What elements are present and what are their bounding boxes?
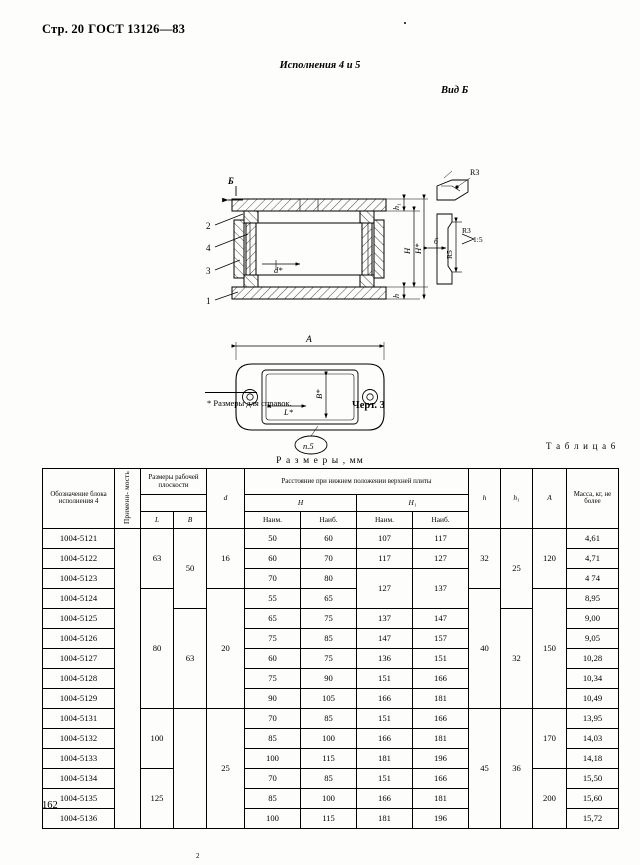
cell-H1-max: 181 [413, 788, 469, 808]
cell-designation: 1004-5129 [43, 688, 115, 708]
cell-B [174, 708, 207, 828]
svg-text:б: б [434, 237, 439, 246]
cell-H-min: 100 [245, 808, 301, 828]
cell-designation: 1004-5124 [43, 588, 115, 608]
cell-A: 150 [533, 588, 567, 708]
cell-H-min: 85 [245, 788, 301, 808]
th-h: h [469, 469, 501, 529]
cell-H-min: 100 [245, 748, 301, 768]
th-H1: H₁ [357, 495, 469, 512]
cell-H-max: 60 [301, 528, 357, 548]
svg-text:L*: L* [284, 407, 293, 417]
cell-H-max: 85 [301, 628, 357, 648]
th-working-plane [141, 495, 207, 512]
cell-h1: 25 [501, 528, 533, 608]
cell-H1-min: 151 [357, 708, 413, 728]
standard-number: ГОСТ 13126—83 [88, 22, 186, 36]
scan-artifact-dot [404, 22, 406, 24]
cell-H-max: 100 [301, 728, 357, 748]
cell-A: 120 [533, 528, 567, 588]
cell-H-min: 65 [245, 608, 301, 628]
svg-text:R3: R3 [462, 226, 471, 235]
cell-h: 32 [469, 528, 501, 588]
cell-d: 16 [207, 528, 245, 588]
cell-applicability [115, 528, 141, 828]
cell-mass: 15,50 [567, 768, 619, 788]
cell-designation: 1004-5134 [43, 768, 115, 788]
cell-H-max: 90 [301, 668, 357, 688]
cell-mass: 14,03 [567, 728, 619, 748]
svg-text:Б: Б [228, 176, 234, 186]
th-L: L [141, 512, 174, 529]
cell-mass: 4,71 [567, 548, 619, 568]
cell-H-max: 115 [301, 748, 357, 768]
cell-H-min: 70 [245, 568, 301, 588]
cell-L: 63 [141, 528, 174, 588]
svg-text:1:5: 1:5 [473, 235, 483, 244]
th-H1-max: Наиб. [413, 512, 469, 529]
cell-H1-min: 166 [357, 688, 413, 708]
th-designation: Обозначение блока исполнения 4 [43, 469, 115, 529]
cell-d: 20 [207, 588, 245, 708]
cell-H1-max: 166 [413, 768, 469, 788]
cell-designation: 1004-5121 [43, 528, 115, 548]
svg-text:п.5: п.5 [303, 441, 314, 451]
table-header-row-1 [43, 469, 619, 495]
cell-H1-max: 196 [413, 748, 469, 768]
svg-text:H: H [402, 247, 412, 254]
cell-A: 200 [533, 768, 567, 828]
svg-text:2: 2 [206, 221, 211, 231]
cell-H-max: 65 [301, 588, 357, 608]
cell-H1-min: 151 [357, 668, 413, 688]
svg-text:d*: d* [274, 265, 283, 275]
cell-H1-min: 147 [357, 628, 413, 648]
cell-L: 80 [141, 588, 174, 708]
cell-H-min: 90 [245, 688, 301, 708]
th-applicability: Примени- мость [115, 469, 141, 529]
cell-mass: 4 74 [567, 568, 619, 588]
cell-H-max: 80 [301, 568, 357, 588]
cell-B: 50 [174, 528, 207, 608]
cell-mass: 14,18 [567, 748, 619, 768]
figure-footnote: * Размеры для справок. [207, 398, 292, 408]
cell-H-max: 75 [301, 608, 357, 628]
cell-H1-min: 151 [357, 768, 413, 788]
cell-designation: 1004-5132 [43, 728, 115, 748]
th-H-max: Наиб. [301, 512, 357, 529]
cell-H-max: 85 [301, 768, 357, 788]
figure-number: Черт. 3 [352, 400, 385, 411]
cell-H1-max: 181 [413, 688, 469, 708]
cell-H-min: 75 [245, 628, 301, 648]
cell-mass: 8,95 [567, 588, 619, 608]
cell-H1-min: 181 [357, 748, 413, 768]
cell-mass: 4,61 [567, 528, 619, 548]
cell-H1-min: 166 [357, 728, 413, 748]
cell-H-max: 100 [301, 788, 357, 808]
cell-L: 125 [141, 768, 174, 828]
cell-H-min: 60 [245, 648, 301, 668]
cell-mass: 13,95 [567, 708, 619, 728]
cell-H-max: 115 [301, 808, 357, 828]
th-working-sizes: Размеры рабочей плоскости [141, 469, 207, 495]
cell-H1-min: 137 [357, 608, 413, 628]
cell-H-min: 85 [245, 728, 301, 748]
cell-mass: 9,00 [567, 608, 619, 628]
bottom-mark: 2 [196, 852, 200, 860]
th-A: A [533, 469, 567, 529]
cell-H1-max: 151 [413, 648, 469, 668]
th-H1-min: Наим. [357, 512, 413, 529]
cell-H-min: 50 [245, 528, 301, 548]
cell-designation: 1004-5126 [43, 628, 115, 648]
table-title: Р а з м е р ы , мм [276, 456, 364, 466]
svg-text:R3: R3 [470, 168, 480, 177]
footnote-rule [205, 392, 257, 393]
cell-A: 170 [533, 708, 567, 768]
cell-H-min: 60 [245, 548, 301, 568]
cell-H1-max: 166 [413, 708, 469, 728]
cell-H1-min: 117 [357, 548, 413, 568]
cell-mass: 10,34 [567, 668, 619, 688]
table-row [43, 528, 619, 548]
cell-H1-max: 157 [413, 628, 469, 648]
cell-H-max: 70 [301, 548, 357, 568]
cell-h1: 32 [501, 608, 533, 708]
svg-text:A: A [306, 335, 312, 345]
cell-H-max: 105 [301, 688, 357, 708]
figure-top-title: Исполнения 4 и 5 [279, 60, 361, 71]
svg-text:3: 3 [206, 266, 211, 276]
cell-mass: 10,28 [567, 648, 619, 668]
cell-mass: 9,05 [567, 628, 619, 648]
cell-designation: 1004-5127 [43, 648, 115, 668]
cell-H-min: 70 [245, 768, 301, 788]
th-mass: Масса, кг, не более [567, 469, 619, 529]
cell-H1-max: 196 [413, 808, 469, 828]
cell-H-max: 85 [301, 708, 357, 728]
cell-designation: 1004-5125 [43, 608, 115, 628]
cell-H1-max: 137 [413, 568, 469, 608]
svg-text:4: 4 [206, 243, 211, 253]
cell-h: 40 [469, 588, 501, 708]
th-h1: h₁ [501, 469, 533, 529]
cell-mass: 15,72 [567, 808, 619, 828]
cell-d: 25 [207, 708, 245, 828]
th-B: B [174, 512, 207, 529]
cell-H1-min: 181 [357, 808, 413, 828]
cell-H1-min: 136 [357, 648, 413, 668]
page-number: 162 [42, 800, 58, 811]
page-header [42, 22, 185, 37]
svg-text:1: 1 [206, 296, 211, 306]
cell-designation: 1004-5122 [43, 548, 115, 568]
cell-designation: 1004-5128 [43, 668, 115, 688]
svg-text:h₁: h₁ [392, 203, 401, 210]
cell-mass: 15,60 [567, 788, 619, 808]
svg-text:H*: H* [413, 243, 423, 254]
table-caption: Т а б л и ц а 6 [546, 441, 617, 451]
cell-designation: 1004-5133 [43, 748, 115, 768]
cell-designation: 1004-5136 [43, 808, 115, 828]
th-H: H [245, 495, 357, 512]
cell-H1-max: 117 [413, 528, 469, 548]
cell-H1-min: 107 [357, 528, 413, 548]
cell-H-min: 70 [245, 708, 301, 728]
cell-B: 63 [174, 608, 207, 708]
cell-L: 100 [141, 708, 174, 768]
cell-designation: 1004-5123 [43, 568, 115, 588]
cell-designation: 1004-5135 [43, 788, 115, 808]
cell-H1-min: 166 [357, 788, 413, 808]
cell-H-min: 75 [245, 668, 301, 688]
cell-h: 45 [469, 708, 501, 828]
cell-H1-max: 147 [413, 608, 469, 628]
svg-text:R5: R5 [445, 250, 454, 259]
th-distance: Расстояние при нижнем положении верхней плиты [245, 469, 469, 495]
cell-mass: 10,49 [567, 688, 619, 708]
svg-text:h: h [392, 294, 401, 298]
th-H-min: Наим. [245, 512, 301, 529]
cell-H-min: 55 [245, 588, 301, 608]
view-b-label: Вид Б [441, 85, 469, 96]
page-label: Стр. 20 [42, 22, 85, 36]
cell-H1-max: 166 [413, 668, 469, 688]
cell-designation: 1004-5131 [43, 708, 115, 728]
dimensions-table [42, 468, 619, 829]
cell-H1-max: 127 [413, 548, 469, 568]
cell-H1-max: 181 [413, 728, 469, 748]
th-d: d [207, 469, 245, 529]
cell-H-max: 75 [301, 648, 357, 668]
cell-h1: 36 [501, 708, 533, 828]
cell-H1-min: 127 [357, 568, 413, 608]
svg-text:B*: B* [314, 389, 324, 399]
table-body [43, 528, 619, 828]
